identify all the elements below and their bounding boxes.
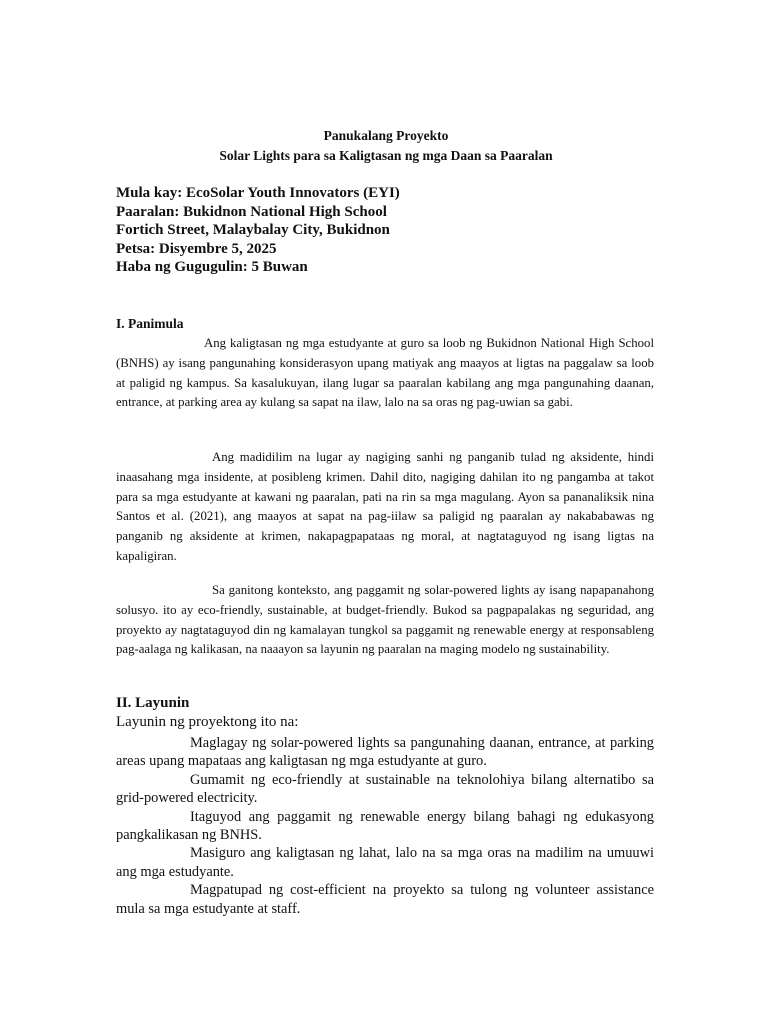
proposal-details xyxy=(116,184,656,277)
section-heading-layunin: II. Layunin xyxy=(116,695,190,711)
paragraph xyxy=(116,581,654,660)
objectives-intro: Layunin ng proyektong ito na: xyxy=(116,714,299,730)
list-item: Masiguro ang kaligtasan ng lahat, lalo na sa mga oras na madilim na umuuwi ang mga estudyante. xyxy=(116,845,654,880)
list-item: Maglagay ng solar-powered lights sa pangunahing daanan, entrance, at parking areas upang mapataas ang kaligtasan ng mga estudyante at guro. xyxy=(116,735,654,770)
date-line: Petsa: Disyembre 5, 2025 xyxy=(116,240,277,257)
title-block xyxy=(0,126,768,166)
address-line: Fortich Street, Malaybalay City, Bukidnon xyxy=(116,222,390,238)
section-heading-panimula: I. Panimula xyxy=(116,316,184,331)
list-item: Itaguyod ang paggamit ng renewable energy bilang bahagi ng edukasyong pangkalikasan ng BNHS. xyxy=(116,808,654,844)
paragraph-text: Sa ganitong konteksto, ang paggamit ng solar-powered lights ay isang napapanahong solusyo. ito ay eco-friendly, sustainable, at budget-friendly. Bukod sa pagpapalakas ng seguridad, ang proyekto ay nagtataguyod din ng kamalayan tungkol sa paggamit ng renewable energy at responsableng pag-aalaga ng kalikasan, na naaayon sa layunin ng paaralan na maging modelo ng sustainability. xyxy=(116,583,654,657)
duration-line: Haba ng Gugugulin: 5 Buwan xyxy=(116,259,308,275)
paragraph xyxy=(116,448,654,567)
paragraph xyxy=(116,334,654,413)
document-title: Solar Lights para sa Kaligtasan ng mga Daan sa Paaralan xyxy=(219,148,553,163)
list-item: Magpatupad ng cost-efficient na proyekto sa tulong ng volunteer assistance mula sa mga estudyante at staff. xyxy=(116,882,654,917)
paragraph-text: Ang kaligtasan ng mga estudyante at guro sa loob ng Bukidnon National High School (BNHS) ay isang pangunahing konsiderasyon upang matiyak ang maayos at ligtas na paggalaw sa loob at paligid ng kampus. Sa kasalukuyan, ilang lugar sa paaralan kabilang ang mga pangunahing daanan, entrance, at parking area ay kulang sa sapat na ilaw, lalo na sa oras ng pag-uwian sa gabi. xyxy=(116,336,654,410)
paragraph-text: Ang madidilim na lugar ay nagiging sanhi ng panganib tulad ng aksidente, hindi inaasahang mga insidente, at posibleng krimen. Dahil dito, nagiging dahilan ito ng pangamba at takot para sa mga estudyante at kawani ng paaralan, pati na rin sa mga magulang. Ayon sa pananaliksik nina Santos et al. (2021), ang maayos at sapat na pag-iilaw sa paligid ng paaralan ay nakababawas ng panganib ng aksidente at krimen, nakapagpapataas ng moral, at nagtataguyod ng isang ligtas na kapaligiran. xyxy=(116,450,654,563)
from-line: Mula kay: EcoSolar Youth Innovators (EYI) xyxy=(116,185,400,201)
list-item: Gumamit ng eco-friendly at sustainable na teknolohiya bilang alternatibo sa grid-powered electricity. xyxy=(116,771,654,807)
document-type: Panukalang Proyekto xyxy=(323,128,449,143)
objectives-list xyxy=(116,734,654,918)
school-line: Paaralan: Bukidnon National High School xyxy=(116,203,387,220)
